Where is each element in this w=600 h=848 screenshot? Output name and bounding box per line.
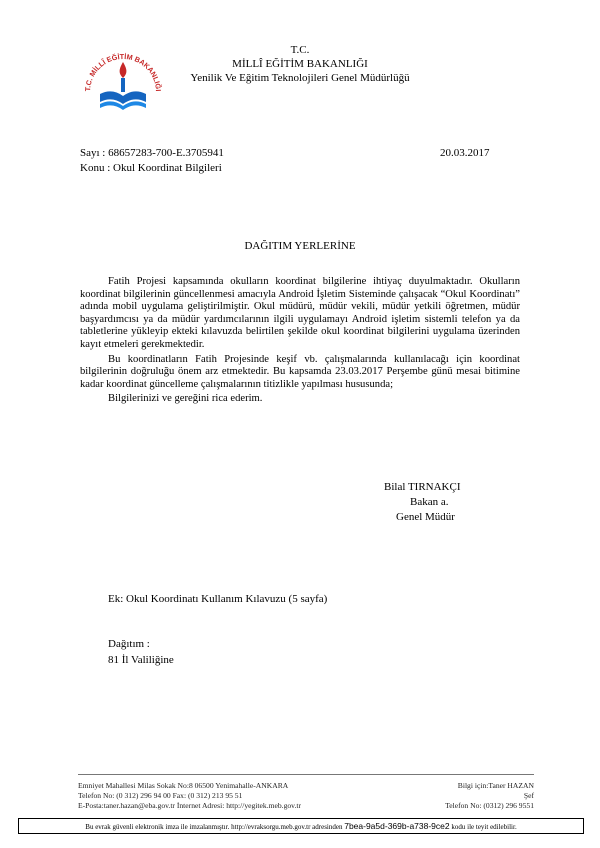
footer-address: Emniyet Mahallesi Milas Sokak No:8 06500 Yenimahalle-ANKARA <box>78 781 289 790</box>
verification-text-after: kodu ile teyit edilebilir. <box>449 823 517 831</box>
footer-contact-phone: Telefon No: (0312) 296 9551 <box>445 801 534 810</box>
body-paragraph-1: Fatih Projesi kapsamında okulların koordinat bilgilerine ihtiyaç duyulmaktadır. Okulların koordinat bilgilerinin güncellenmesi amacıyla Android İşletim Sisteminde çalışacak “Okul Koordinatı” adında mobil uygulama geliştirilmiştir. Okul müdürü, müdür vekili, müdür yetkili öğretmen, müdür başyardımcısı ya da müdür yardımcılarının ilgili uygulamayı Android işletim sistemli telefon ya da tabletlerine yükleyip ekteki kılavuzda belirtilen şekilde okul koordinat bilgilerini uygulama üzerinden kayıt etmeleri gerekmektedir. <box>80 276 520 350</box>
svg-text:T.C. MİLLÎ EĞİTİM BAKANLIĞI: T.C. MİLLÎ EĞİTİM BAKANLIĞI <box>82 51 164 92</box>
attachment-line: Ek: Okul Koordinatı Kullanım Kılavuzu (5 sayfa) <box>108 593 328 605</box>
signatory-name: Bilal TIRNAKÇI <box>384 481 461 493</box>
header-ministry: MİLLÎ EĞİTİM BAKANLIĞI <box>232 58 368 70</box>
e-signature-verification <box>18 818 584 834</box>
footer-contact-title: Şef <box>523 791 534 800</box>
footer-phone: Telefon No: (0 312) 296 94 00 Fax: (0 312) 213 95 51 <box>78 791 243 800</box>
footer-divider <box>78 774 534 775</box>
distribution-item: 81 İl Valiliğine <box>108 654 174 666</box>
document-subject: Konu : Okul Koordinat Bilgileri <box>80 162 222 174</box>
header-tc: T.C. <box>290 44 310 56</box>
verification-code: 7bea-9a5d-369b-a738-9ce2 <box>344 821 450 831</box>
ministry-logo <box>78 42 168 122</box>
header-directorate: Yenilik Ve Eğitim Teknolojileri Genel Müdürlüğü <box>190 72 410 84</box>
signatory-role-2: Genel Müdür <box>396 511 455 523</box>
verification-text-before: Bu evrak güvenli elektronik imza ile imzalanmıştır. http://evraksorgu.meb.gov.tr adresinden <box>85 823 345 831</box>
footer-contact-person: Bilgi için:Taner HAZAN <box>457 781 534 790</box>
document-number: Sayı : 68657283-700-E.3705941 <box>80 147 224 159</box>
body-paragraph-2: Bu koordinatların Fatih Projesinde keşif vb. çalışmalarında kullanılacağı için koordinat bilgilerinin doğruluğu önem arz etmektedir. Bu kapsamda 23.03.2017 Perşembe günü mesai bitimine kadar koordinat güncelleme çalışmalarının titizlikle yapılması hususunda; <box>80 353 520 390</box>
body-paragraph-3: Bilgilerinizi ve gereğini rica ederim. <box>108 393 263 405</box>
distribution-label: Dağıtım : <box>108 638 150 650</box>
signatory-role-1: Bakan a. <box>410 496 449 508</box>
document-date: 20.03.2017 <box>440 147 490 159</box>
addressee: DAĞITIM YERLERİNE <box>244 240 356 252</box>
letter-body <box>80 276 520 408</box>
footer-email: E-Posta:taner.hazan@eba.gov.tr İnternet Adresi: http://yegitek.meb.gov.tr <box>78 801 301 810</box>
